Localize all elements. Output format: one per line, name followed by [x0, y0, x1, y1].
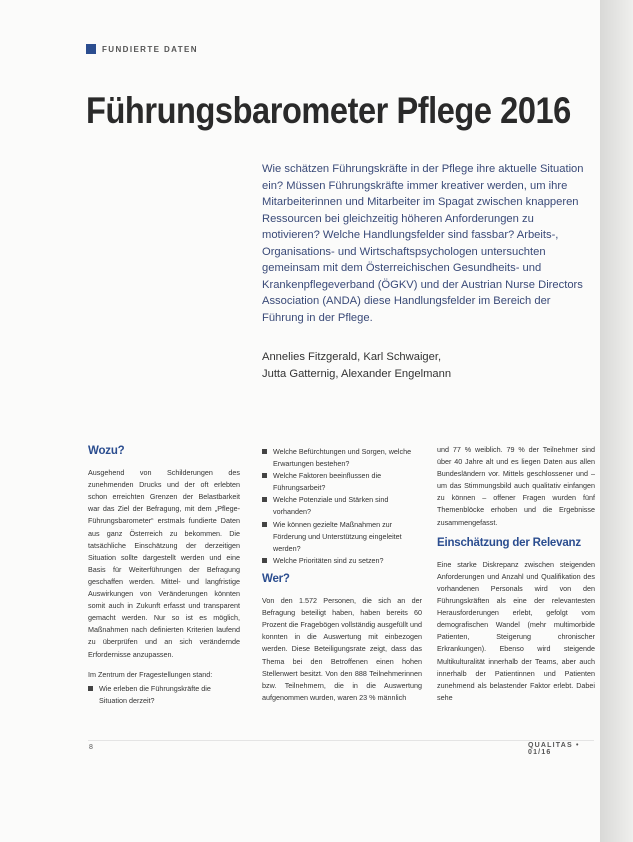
section-tag [86, 42, 246, 56]
list-item-text: Wie können gezielte Maßnahmen zur Förderung und Unterstützung eingeleitet werden? [273, 519, 402, 553]
list-item-text: Welche Befürchtungen und Sorgen, welche Erwartungen bestehen? [273, 447, 412, 469]
list-item [262, 494, 422, 518]
authors-line-2: Jutta Gatternig, Alexander Engelmann [262, 368, 452, 380]
section-label: FUNDIERTE DATEN [102, 44, 198, 54]
list-item-text: Welche Prioritäten sind zu setzen? [273, 555, 384, 565]
bullet-square-icon [262, 522, 267, 527]
column-1 [88, 446, 240, 707]
page-number: 8 [89, 744, 93, 751]
column-2 [262, 446, 422, 712]
list-item-text: Welche Faktoren beeinflussen die Führungsarbeit? [273, 471, 382, 493]
authors [262, 349, 592, 383]
bullet-square-icon [262, 449, 267, 454]
bullet-square-icon [262, 497, 267, 502]
page-title: Führungsbarometer Pflege 2016 [86, 90, 571, 131]
bullet-square-icon [262, 558, 267, 563]
magazine-issue: QUALITAS • 01/16 [528, 742, 580, 756]
list-item [262, 555, 422, 567]
paragraph-teilnehmer: und 77 % weiblich. 79 % der Teilnehmer sind über 40 Jahre alt und es liegen Daten aus allen Bundesländern vor. Mittels geschlossener und – um das Stimmungsbild auch qualitativ einfangen zu können – offener Fragen wurden fünf Themenblöcke erhoben und die Ergebnisse zusammengefasst. [437, 445, 595, 527]
paragraph-relevanz: Eine starke Diskrepanz zwischen steigenden Anforderungen und Anzahl und Qualifikation des vorhandenen Personals wird von den Führungskräften als eine der relevantesten Herausforderungen erlebt, gefolgt vom demografischen Wandel (mehr multimorbide Patienten, Steigerung chronischer Erkrankungen). Ebenso wird steigende Multikulturalität innerhalb der Teams, aber auch innerhalb der Patientinnen und Patienten zunehmend als belastender Faktor erlebt. Dabei sehe [437, 559, 595, 702]
page-edge-shadow [600, 0, 633, 842]
authors-line-1: Annelies Fitzgerald, Karl Schwaiger, [262, 351, 442, 363]
list-item [262, 470, 422, 494]
list-item-text: Wie erleben die Führungskräfte die Situation derzeit? [99, 683, 211, 705]
paragraph-wer: Von den 1.572 Personen, die sich an der Befragung beteiligt haben, haben bereits 60 Prozent die Fragebögen vollständig ausgefüllt und konnten in die Auswertung mit einbezogen werden. Diese Beteiligungsrate zeigt, dass das Thema bei den Betroffenen einen hohen Stellenwert besitzt. Von den 888 Teilnehmerinnen bzw. Teilnehmern, die in die Auswertung aufgenommen wurden, waren 23 % männlich [262, 596, 422, 702]
bullet-square-icon [262, 473, 267, 478]
paragraph-wozu: Ausgehend von Schilderungen des zunehmenden Drucks und der oft erlebten schon erreichten Grenzen der Belastbarkeit war das Ziel der Befragung, mit dem „Pflege-Führungsbarometer“ erstmals fundierte Daten aus ganz Österreich zu bekommen. Die tatsächliche Einschätzung der derzeitigen Situation sollte dargestellt werden und eine Basis für Weiterführungen der Befragung geschaffen werden. Mittel- und langfristige Auswirkungen von Veränderungen könnten somit auch in Zukunft erfasst und transparent gemacht werden. Nur so ist es möglich, Maßnahmen nach definierten Kriterien laufend zu überprüfen und an sich verändernde Erfordernisse anzupassen. [88, 468, 240, 659]
list-item [262, 446, 422, 470]
list-item [262, 519, 422, 555]
heading-relevanz: Einschätzung der Relevanz [437, 536, 581, 549]
heading-wer: Wer? [262, 572, 290, 585]
list-item [88, 683, 240, 707]
footer-divider [88, 740, 594, 741]
bullet-square-icon [88, 686, 93, 691]
list-item-text: Welche Potenziale und Stärken sind vorhanden? [273, 495, 389, 517]
heading-wozu: Wozu? [88, 445, 125, 457]
lead-paragraph: Wie schätzen Führungskräfte in der Pflege ihre aktuelle Situation ein? Müssen Führungskräfte immer kreativer werden, um ihre Mitarbeiterinnen und Mitarbeiter im Spagat zwischen knapperen Ressourcen bei gleichzeitig höheren Anforderungen zu motivieren? Welche Handlungsfelder sind fassbar? Arbeits-, Organisations- und Wirtschaftspsychologen untersuchten gemeinsam mit dem Österreichischen Gesundheits- und Krankenpflegeverband (ÖGKV) und der Austrian Nurse Directors Association (ANDA) diese Handlungsfelder im Bereich der Führung in der Pflege. [262, 163, 584, 324]
column-3 [437, 444, 595, 712]
paragraph-fragestellungen: Im Zentrum der Fragestellungen stand: [88, 669, 213, 679]
section-marker-icon [86, 44, 96, 54]
